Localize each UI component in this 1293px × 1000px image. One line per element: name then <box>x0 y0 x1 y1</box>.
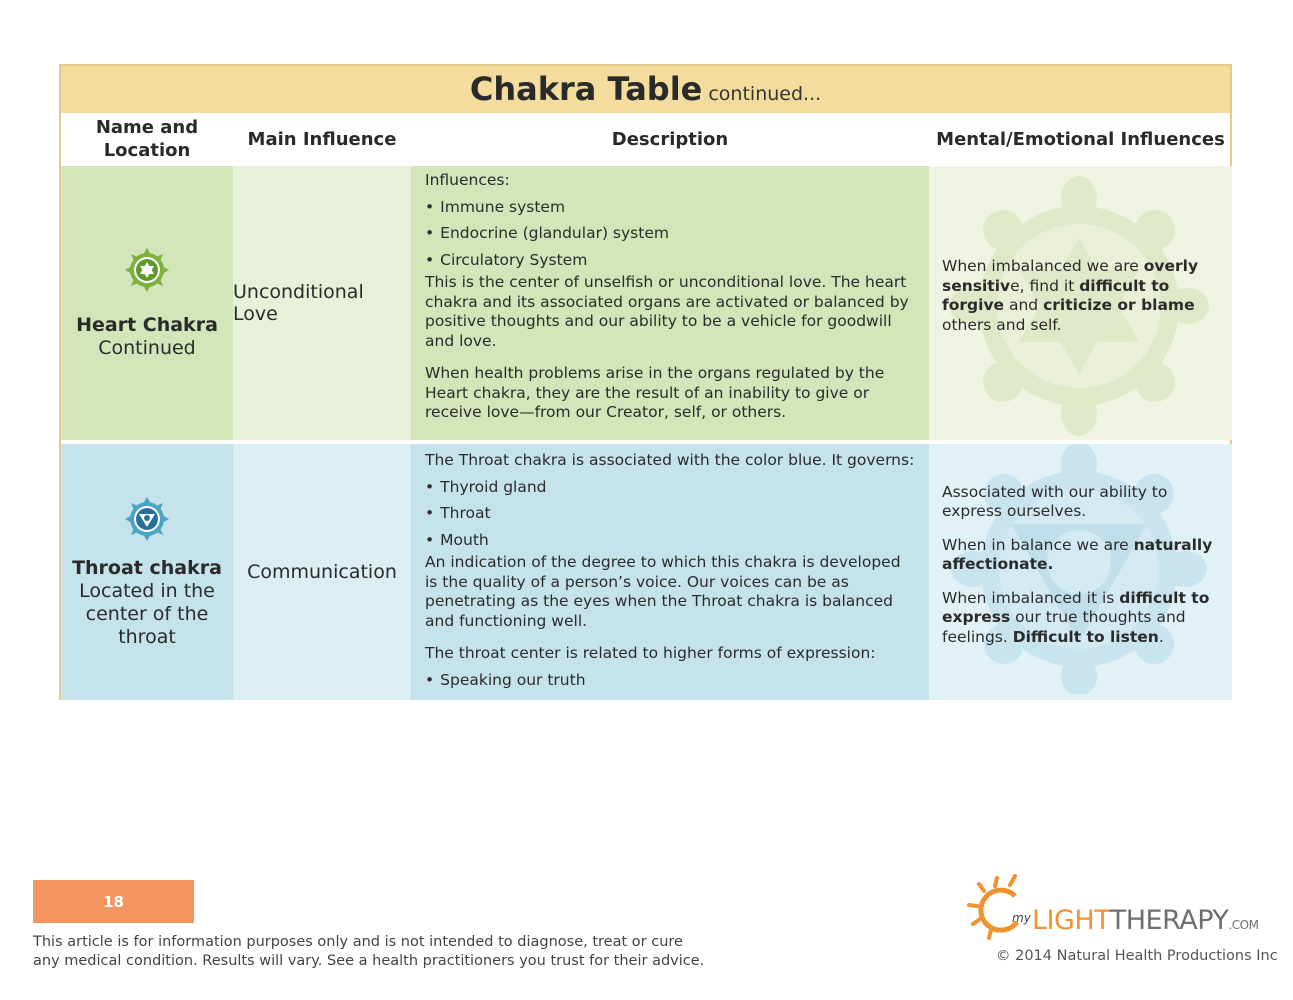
chakra-table <box>59 64 1232 700</box>
throat-mental-text: Associated with our ability to express ourselves. <box>942 482 1168 521</box>
throat-desc-paragraph: An indication of the degree to which this chakra is developed is the quality of a person’s voice. Our voices can be as penetrating as the eyes when the Throat chakra is balanced and functioning well. <box>425 553 901 630</box>
throat-desc-bullet: • Mouth <box>425 531 917 551</box>
throat-desc-bullet: • Throat <box>425 504 917 524</box>
heart-name-cell <box>61 166 233 440</box>
heart-desc-bullet: • Circulatory System <box>425 251 917 271</box>
throat-desc-bullet: • Thyroid gland <box>425 478 917 498</box>
heart-location: Continued <box>98 336 196 359</box>
throat-name: Throat chakra <box>72 556 222 579</box>
table-subtitle: continued... <box>708 83 822 105</box>
disclaimer-text: This article is for information purposes only and is not intended to diagnose, treat or cure any medical condition. Results will vary. See a health practitioners you trust for their advice. <box>33 934 705 969</box>
throat-name-cell <box>61 444 233 700</box>
table-row-heart <box>61 166 1230 440</box>
throat-chakra-icon <box>124 496 170 542</box>
throat-desc-bullet: • Speaking our truth <box>425 671 917 691</box>
heart-influence: Unconditional Love <box>233 281 364 325</box>
throat-mental-text: When imbalanced it is difficult to express our true thoughts and feelings. Difficult to listen. <box>942 588 1210 646</box>
sun-logo-icon <box>965 872 1035 942</box>
throat-influence-cell <box>233 444 411 700</box>
throat-desc-paragraph: The throat center is related to higher forms of expression: <box>425 644 876 662</box>
table-title-bar <box>61 66 1230 113</box>
throat-location: Located in the center of the throat <box>79 579 215 648</box>
logo-wordmark: LIGHTTHERAPY.COM <box>1032 905 1259 936</box>
table-header-row <box>61 113 1230 165</box>
throat-description-cell <box>411 444 929 700</box>
header-name-location: Name and Location <box>95 117 199 161</box>
throat-desc-intro: The Throat chakra is associated with the color blue. It governs: <box>425 451 915 469</box>
heart-description-cell <box>411 166 929 440</box>
header-description: Description <box>611 128 729 150</box>
header-main-influence: Main Influence <box>247 128 397 150</box>
throat-mental-cell <box>929 444 1232 700</box>
heart-influence-cell <box>233 166 411 440</box>
logo-my-text: my <box>1012 911 1031 925</box>
page-number-badge: 18 <box>33 880 194 923</box>
throat-influence: Communication <box>247 561 397 583</box>
heart-mental-text: When imbalanced we are overly sensitive, find it difficult to forgive and criticize or blame others and self. <box>942 257 1199 334</box>
table-row-throat <box>61 444 1230 700</box>
header-mental-emotional: Mental/Emotional Influences <box>936 128 1225 150</box>
copyright-text: © 2014 Natural Health Productions Inc <box>996 948 1278 964</box>
heart-desc-intro: Influences: <box>425 171 510 189</box>
heart-desc-bullet: • Endocrine (glandular) system <box>425 224 917 244</box>
throat-mental-text: When in balance we are naturally affectionate. <box>942 535 1213 574</box>
heart-name: Heart Chakra <box>76 313 218 336</box>
table-title: Chakra Table <box>469 70 703 108</box>
heart-mental-cell <box>929 166 1232 440</box>
heart-desc-paragraph: When health problems arise in the organs regulated by the Heart chakra, they are the result of an inability to give or receive love—from our Creator, self, or others. <box>425 364 885 421</box>
heart-chakra-icon <box>124 247 170 293</box>
heart-desc-paragraph: This is the center of unselfish or unconditional love. The heart chakra and its associated organs are activated or balanced by positive thoughts and our ability to be a vehicle for goodwill and love. <box>425 273 909 350</box>
heart-desc-bullet: • Immune system <box>425 198 917 218</box>
